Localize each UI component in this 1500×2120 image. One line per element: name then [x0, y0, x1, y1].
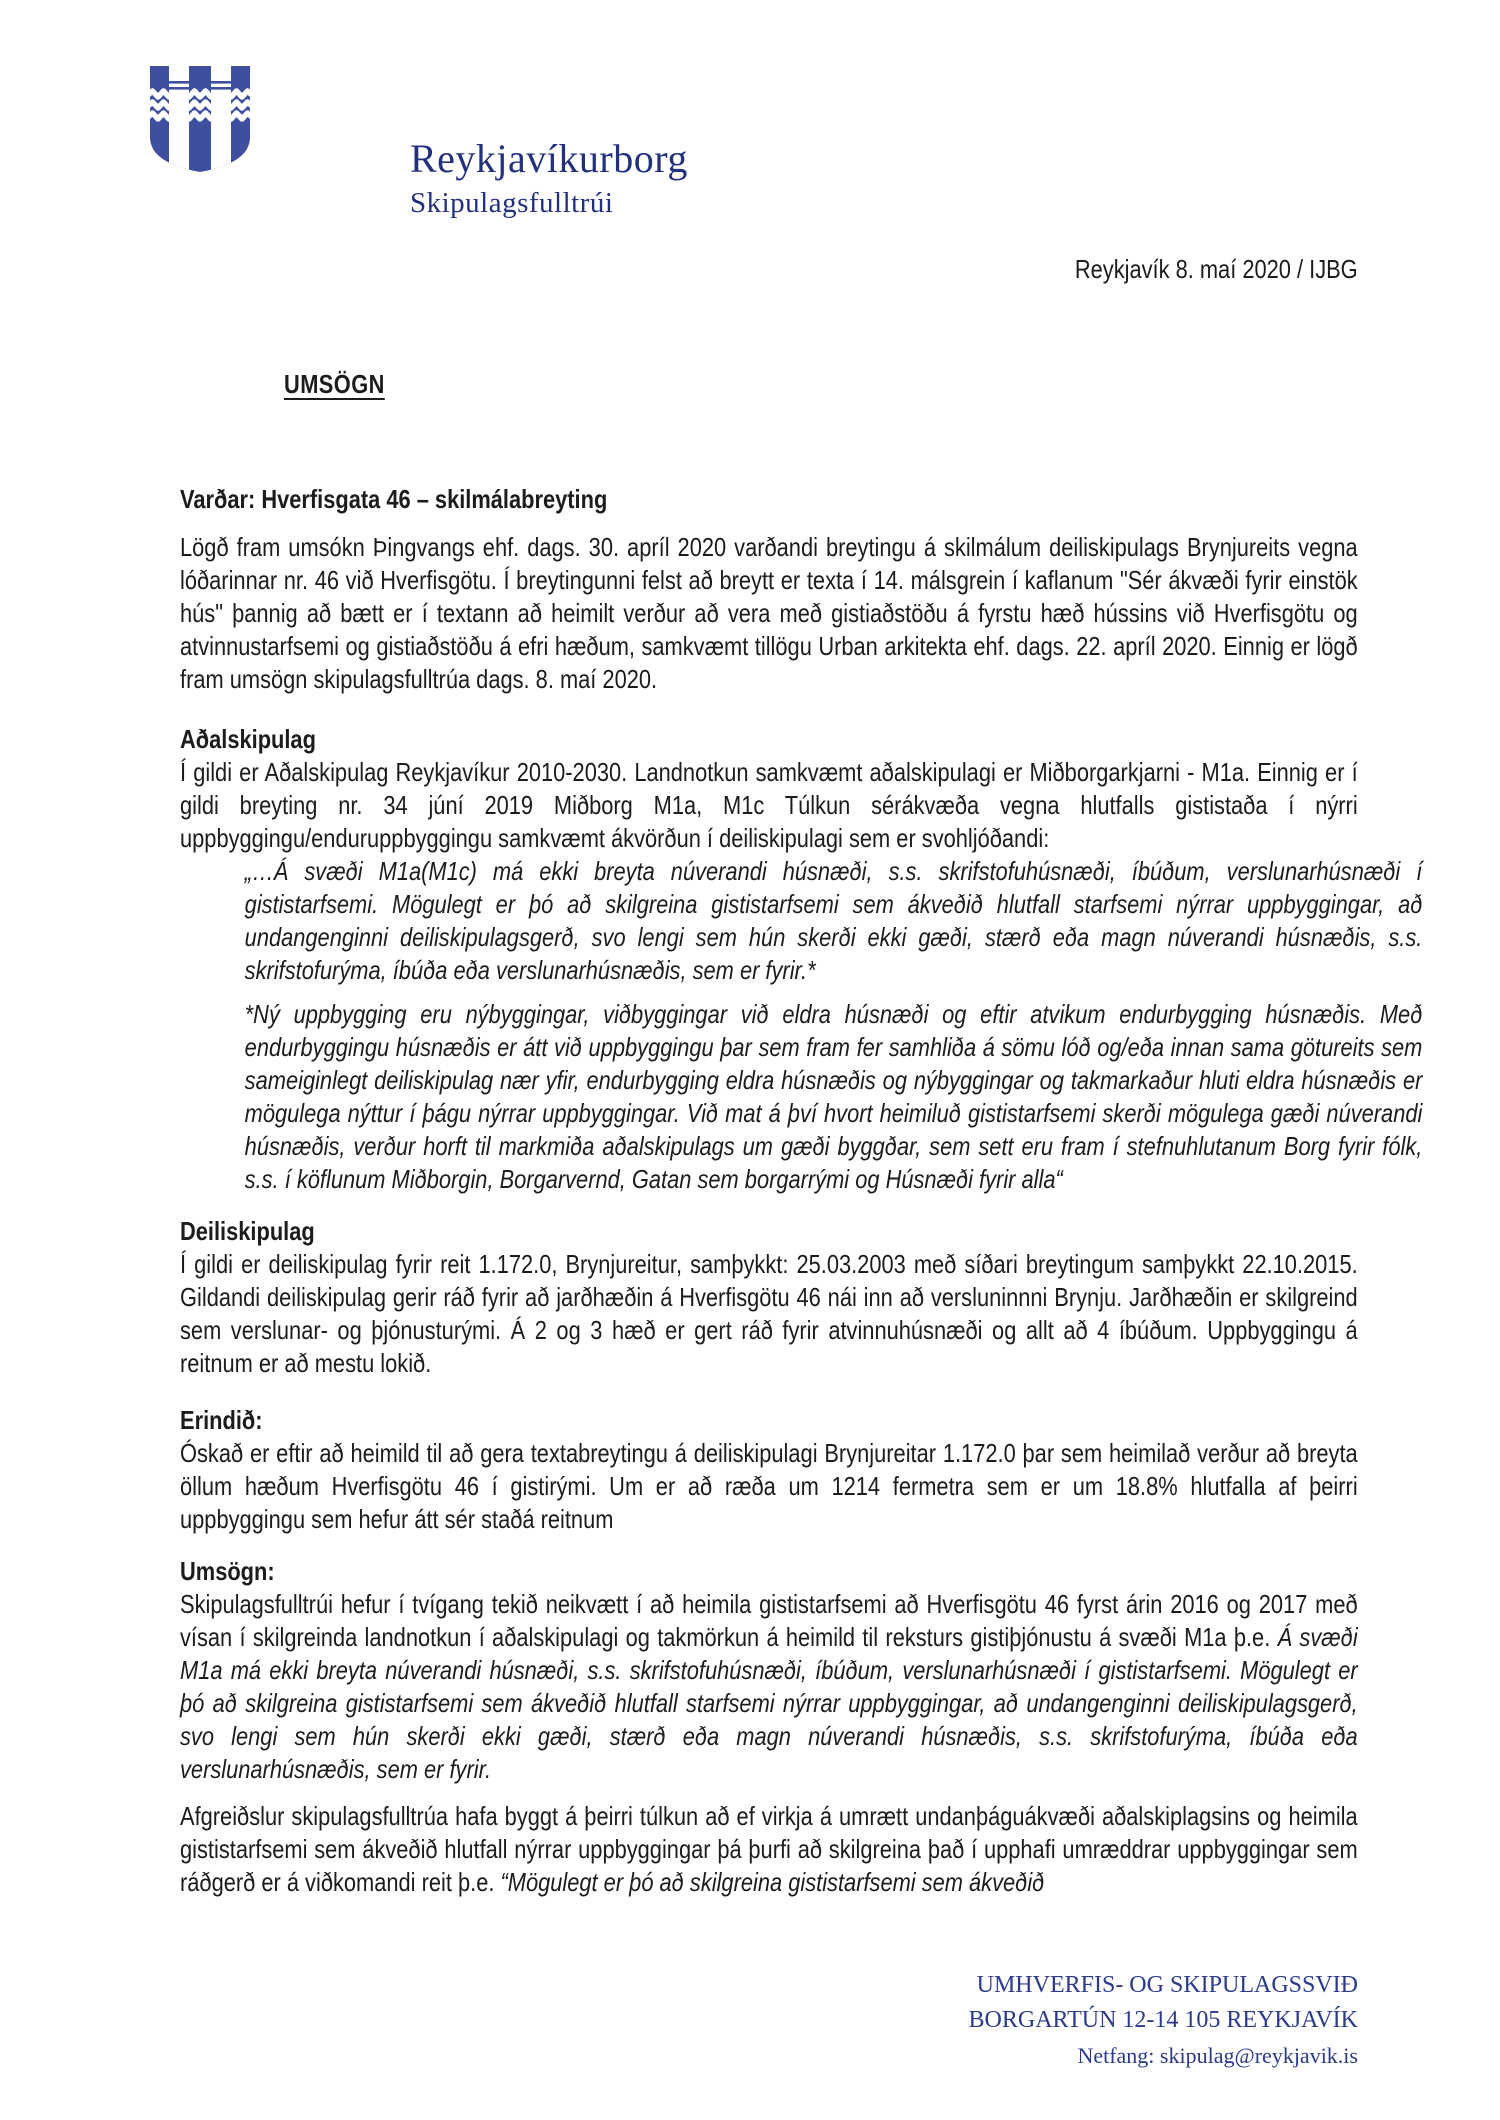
- page-footer: [969, 1968, 1358, 2073]
- date-line: Reykjavík 8. maí 2020 / IJBG: [1074, 254, 1358, 284]
- section-heading-umsogn: Umsögn:: [180, 1556, 275, 1586]
- closing-paragraph: [180, 1800, 1358, 1899]
- document-body: [180, 368, 1423, 1899]
- umsogn-lead-text: Skipulagsfulltrúi hefur í tvígang tekið neikvætt í að heimila gististarfsemi að Hverfisgötu 46 fyrst árin 2016 og 2017 með vísan í skilgreinda landnotkun í aðalskipulagi og takmörkun á heimild til reksturs gistiþjónustu á svæði M1a þ.e.: [180, 1589, 1358, 1652]
- umsogn-paragraph: [180, 1588, 1358, 1786]
- org-name: Reykjavíkurborg: [410, 136, 688, 181]
- document-title: UMSÖGN: [284, 369, 385, 399]
- department-name: Skipulagsfulltrúi: [410, 187, 614, 219]
- subject-line: Varðar: Hverfisgata 46 – skilmálabreyting: [180, 484, 608, 514]
- footer-department: UMHVERFIS- OG SKIPULAGSSVIÐ: [976, 1972, 1358, 1998]
- section-heading-deiliskipulag: Deiliskipulag: [180, 1216, 315, 1246]
- closing-lead-text: Afgreiðslur skipulagsfulltrúa hafa byggt á þeirri túlkun að ef virkja á umrætt undanþáguákvæði aðalskiplagsins og heimila gististarfsemi sem ákveðið hlutfall nýrrar uppbyggingar þá þurfi að skilgreina það í upphafi umræddrar uppbyggingar sem ráðgerð er á viðkomandi reit þ.e.: [180, 1801, 1358, 1897]
- closing-quoted-text: “Mögulegt er þó að skilgreina gististarfsemi sem ákveðið: [500, 1867, 1045, 1897]
- adalskipulag-quote-2: *Ný uppbygging eru nýbyggingar, viðbyggingar við eldra húsnæði og eftir atvikum endurbygging húsnæðis. Með endurbyggingu húsnæðis er átt við uppbyggingu þar sem fram fer samhliða á sömu lóð og/eða innan sama götureits sem sameiginlegt deiliskipulag nær yfir, endurbygging eldra húsnæðis og nýbyggingar og takmarkaður hluti eldra húsnæðis er mögulega nýttur í þágu nýrrar uppbyggingar. Við mat á því hvort heimiluð gististarfsemi skerði mögulega gæði núverandi húsnæðis, verður horft til markmiða aðalskipulags um gæði byggðar, sem sett eru fram í stefnuhlutanum Borg fyrir fólk, s.s. í köflunum Miðborgin, Borgarvernd, Gatan sem borgarrými og Húsnæði fyrir alla“: [244, 999, 1423, 1194]
- footer-email: Netfang: skipulag@reykjavik.is: [1077, 2043, 1358, 2068]
- umsogn-quoted-text: Á svæði M1a má ekki breyta núverandi húsnæði, s.s. skrifstofuhúsnæði, íbúðum, verslunarhúsnæði í gististarfsemi. Mögulegt er þó að skilgreina gististarfsemi sem ákveðið hlutfall starfsemi nýrrar uppbyggingar, að undangenginni deiliskipulagsgerð, svo lengi sem hún skerði ekki gæði, stærð eða magn núverandi húsnæðis, s.s. skrifstofurýma, íbúða eða verslunarhúsnæðis, sem er fyrir.: [180, 1622, 1358, 1784]
- intro-paragraph: Lögð fram umsókn Þingvangs ehf. dags. 30. apríl 2020 varðandi breytingu á skilmálum deiliskipulags Brynjureits vegna lóðarinnar nr. 46 við Hverfisgötu. Í breytingunni felst að breytt er texta í 14. málsgrein í kaflanum "Sér ákvæði fyrir einstök hús" þannig að bætt er í textann að heimilt verður að vera með gistiaðstöðu á fyrstu hæð hússins við Hverfisgötu og atvinnustarfsemi og gistiaðstöðu á efri hæðum, samkvæmt tillögu Urban arkitekta ehf. dags. 22. apríl 2020. Einnig er lögð fram umsögn skipulagsfulltrúa dags. 8. maí 2020.: [180, 532, 1358, 694]
- erindid-paragraph: Óskað er eftir að heimild til að gera textabreytingu á deiliskipulagi Brynjureitar 1.172.0 þar sem heimilað verður að breyta öllum hæðum Hverfisgötu 46 í gistirými. Um er að ræða um 1214 fermetra sem er um 18.8% hlutfalla af þeirri uppbyggingu sem hefur átt sér staðá reitnum: [180, 1438, 1358, 1534]
- deiliskipulag-paragraph: Í gildi er deiliskipulag fyrir reit 1.172.0, Brynjureitur, samþykkt: 25.03.2003 með síðari breytingum samþykkt 22.10.2015. Gildandi deiliskipulag gerir ráð fyrir að jarðhæðin á Hverfisgötu 46 nái inn að versluninnni Brynju. Jarðhæðin er skilgreind sem verslunar- og þjónusturými. Á 2 og 3 hæð er gert ráð fyrir atvinnuhúsnæði og allt að 4 íbúðum. Uppbyggingu á reitnum er að mestu lokið.: [180, 1249, 1358, 1378]
- letterhead-text: [410, 137, 688, 220]
- adalskipulag-quote-1: „…Á svæði M1a(M1c) má ekki breyta núverandi húsnæði, s.s. skrifstofuhúsnæði, íbúðum, verslunarhúsnæði í gististarfsemi. Mögulegt er þó að skilgreina gististarfsemi sem ákveðið hlutfall starfsemi nýrrar uppbyggingar, að undangenginni deiliskipulagsgerð, svo lengi sem hún skerði ekki gæði, stærð eða magn núverandi húsnæðis, s.s. skrifstofurýma, íbúða eða verslunarhúsnæðis, sem er fyrir.*: [244, 856, 1423, 985]
- reykjavik-coat-of-arms-icon: [148, 65, 252, 173]
- footer-address: BORGARTÚN 12-14 105 REYKJAVÍK: [968, 2007, 1358, 2033]
- letterhead: [148, 65, 688, 219]
- section-heading-adalskipulag: Aðalskipulag: [180, 724, 316, 754]
- adalskipulag-paragraph: Í gildi er Aðalskipulag Reykjavíkur 2010-2030. Landnotkun samkvæmt aðalskipulagi er Miðborgarkjarni - M1a. Einnig er í gildi breyting nr. 34 júní 2019 Miðborg M1a, M1c Túlkun sérákvæða vegna hlutfalls gististaða í nýrri uppbyggingu/enduruppbyggingu samkvæmt ákvörðun í deiliskipulagi sem er svohljóðandi:: [180, 757, 1358, 853]
- section-heading-erindid: Erindið:: [180, 1405, 263, 1435]
